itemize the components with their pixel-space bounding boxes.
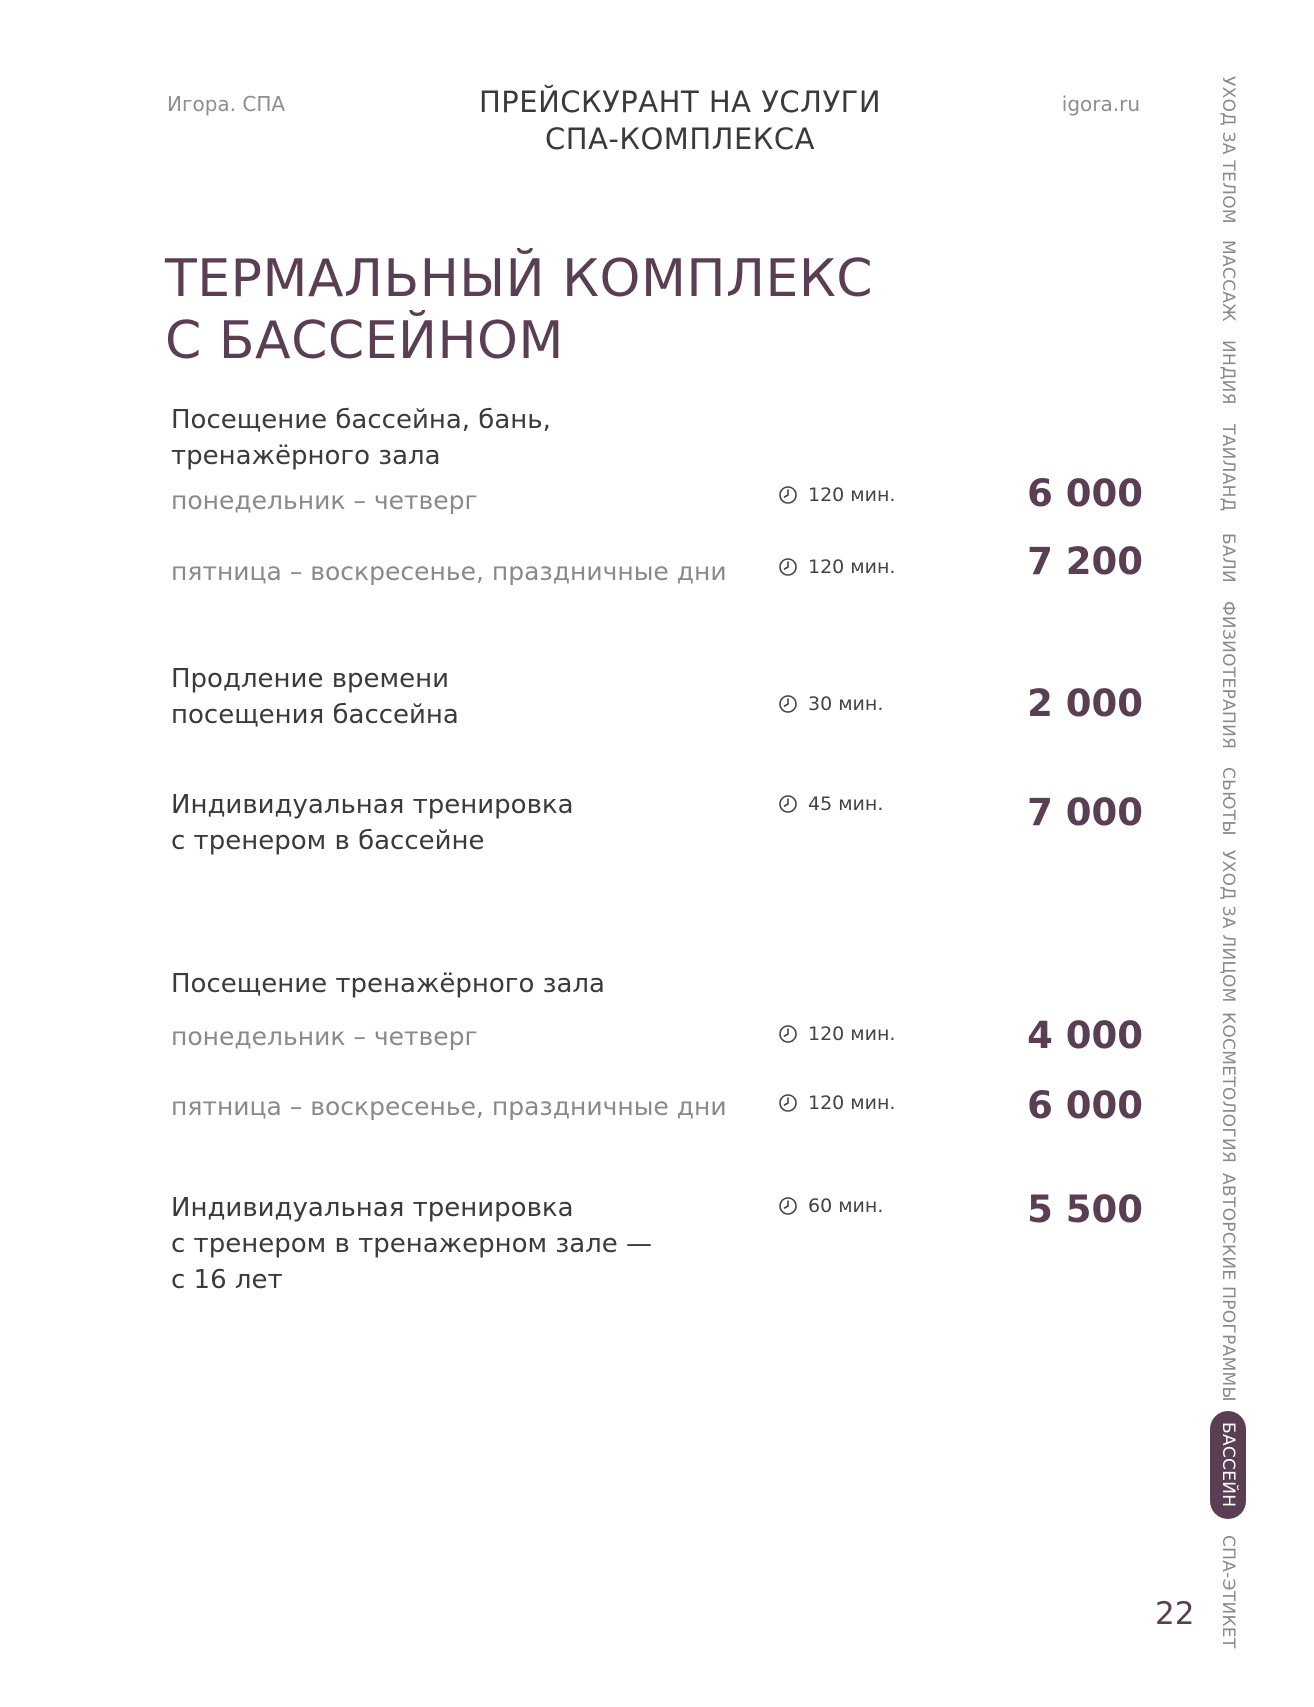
sidebar-item-pool[interactable]: БАССЕЙН [1210,1411,1246,1519]
pool-training-duration [778,793,883,815]
sidebar-item-author-programs[interactable]: АВТОРСКИЕ ПРОГРАММЫ [1218,1172,1238,1402]
section-title-line1: ТЕРМАЛЬНЫЙ КОМПЛЕКС [165,249,874,309]
clock-icon [778,794,798,814]
brand-name: Игора. СПА [167,92,286,116]
duration-text: 120 мин. [808,556,896,578]
extension-title-line2: посещения бассейна [171,700,459,730]
section-title [165,248,873,372]
gym-weekday-label: понедельник – четверг [171,1022,478,1051]
clock-icon [778,485,798,505]
duration-text: 120 мин. [808,1023,896,1045]
pool-visit-title-line2: тренажёрного зала [171,441,441,471]
clock-icon [778,557,798,577]
section-title-line2: С БАССЕЙНОМ [165,311,564,371]
duration-text: 60 мин. [808,1195,884,1217]
gym-training-title [171,1190,731,1298]
pool-weekend-label: пятница – воскресенье, праздничные дни [171,557,727,586]
pool-weekday-price: 6 000 [1027,472,1143,515]
pool-weekday-duration [778,484,895,506]
sidebar-item-suites[interactable]: СЬЮТЫ [1218,766,1238,836]
pool-weekend-price: 7 200 [1027,540,1143,583]
pool-visit-title [171,402,731,474]
clock-icon [778,694,798,714]
pool-weekend-duration [778,556,895,578]
clock-icon [778,1024,798,1044]
gym-visit-title: Посещение тренажёрного зала [171,969,605,999]
pool-training-title-line1: Индивидуальная тренировка [171,790,574,820]
document-title-line2: СПА-КОМПЛЕКСА [545,122,815,156]
extension-price: 2 000 [1027,682,1143,725]
gym-weekend-duration [778,1092,895,1114]
sidebar-item-physiotherapy[interactable]: ФИЗИОТЕРАПИЯ [1218,601,1238,750]
extension-duration [778,693,883,715]
gym-weekday-price: 4 000 [1027,1014,1143,1057]
duration-text: 120 мин. [808,484,896,506]
sidebar-item-india[interactable]: ИНДИЯ [1218,339,1238,405]
document-title-line1: ПРЕЙСКУРАНТ НА УСЛУГИ [478,85,882,119]
clock-icon [778,1093,798,1113]
pool-visit-title-line1: Посещение бассейна, бань, [171,405,551,435]
gym-weekend-label: пятница – воскресенье, праздничные дни [171,1092,727,1121]
gym-weekday-duration [778,1023,895,1045]
sidebar-item-thailand[interactable]: ТАИЛАНД [1218,424,1238,512]
page-number: 22 [1155,1596,1195,1632]
sidebar-item-massage[interactable]: МАССАЖ [1218,240,1238,322]
gym-weekend-price: 6 000 [1027,1084,1143,1127]
extension-title-line1: Продление времени [171,664,450,694]
duration-text: 120 мин. [808,1092,896,1114]
gym-training-title-line1: Индивидуальная тренировка [171,1193,574,1223]
document-title [420,84,940,158]
duration-text: 30 мин. [808,693,884,715]
clock-icon [778,1196,798,1216]
pool-training-title [171,787,731,859]
section-nav-sidebar [1210,76,1246,1649]
sidebar-item-face-care[interactable]: УХОД ЗА ЛИЦОМ [1218,850,1238,1003]
pool-training-price: 7 000 [1027,791,1143,834]
gym-training-price: 5 500 [1027,1188,1143,1231]
sidebar-item-cosmetology[interactable]: КОСМЕТОЛОГИЯ [1218,1012,1238,1164]
sidebar-item-body-care[interactable]: УХОД ЗА ТЕЛОМ [1218,76,1238,224]
pool-training-title-line2: с тренером в бассейне [171,826,485,856]
pool-weekday-label: понедельник – четверг [171,486,478,515]
sidebar-item-bali[interactable]: БАЛИ [1218,533,1238,583]
gym-training-title-line2: с тренером в тренажерном зале — [171,1229,652,1259]
duration-text: 45 мин. [808,793,884,815]
gym-training-duration [778,1195,883,1217]
gym-training-title-line3: с 16 лет [171,1265,283,1295]
extension-title [171,661,731,733]
sidebar-item-spa-etiquette[interactable]: СПА-ЭТИКЕТ [1218,1534,1238,1649]
website-link[interactable]: igora.ru [1061,92,1140,116]
